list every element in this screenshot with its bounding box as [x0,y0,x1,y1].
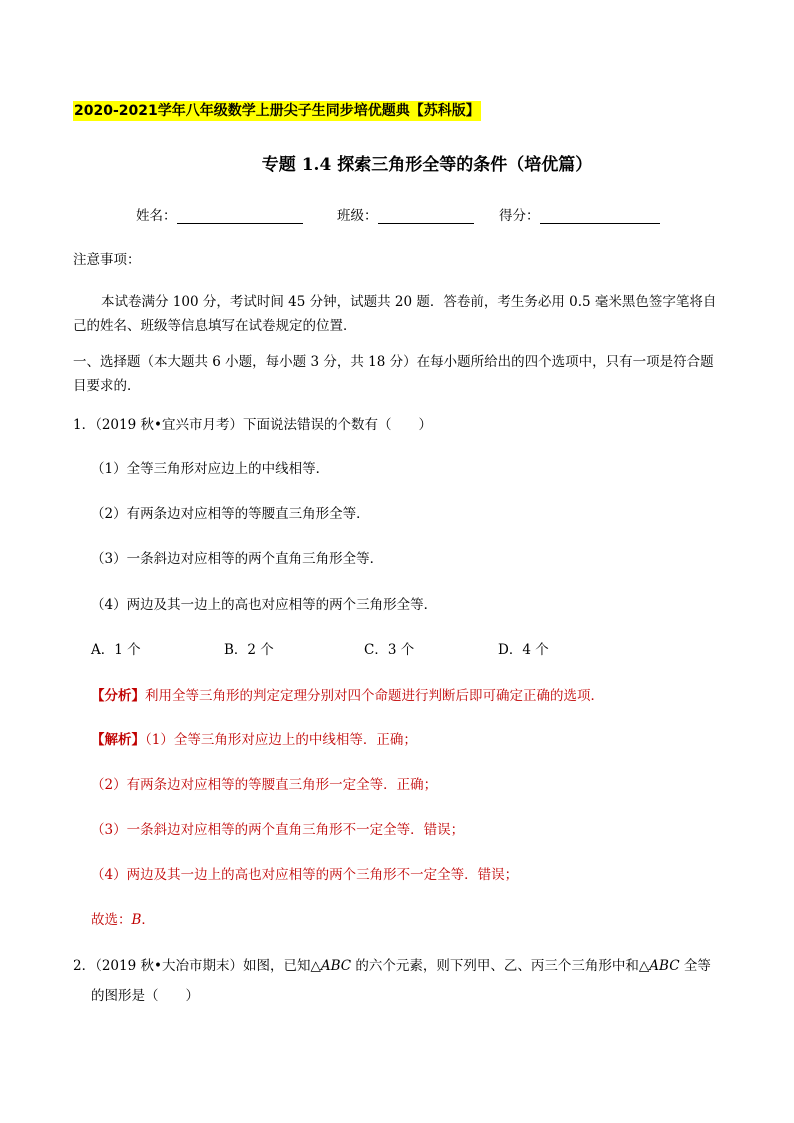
answer-line [91,908,155,928]
option-c[interactable]: C．3 个 [364,642,415,658]
score-field[interactable] [499,204,660,224]
q2-abc-2: ABC [649,958,680,974]
class-field[interactable] [337,204,474,224]
answer-prefix: 故选： [91,912,132,928]
solution-line-4: （4）两边及其一边上的高也对应相等的两个三角形不一定全等．错误； [91,867,519,883]
option-a[interactable]: A．1 个 [91,642,141,658]
class-label: 班级： [337,208,378,224]
option-b[interactable]: B．2 个 [224,642,274,658]
class-blank[interactable] [378,209,474,224]
solution-line-2: （2）有两条边对应相等的等腰直三角形一定全等．正确； [91,777,438,793]
statement-1: （1）全等三角形对应边上的中线相等． [91,461,330,477]
answer-letter: B [131,912,142,928]
analysis-text: 利用全等三角形的判定定理分别对四个命题进行判断后即可确定正确的选项． [145,688,604,704]
question-2-stem [73,954,711,974]
statement-4: （4）两边及其一边上的高也对应相等的两个三角形全等． [91,597,438,613]
score-blank[interactable] [540,209,660,224]
series-banner: 2020-2021学年八年级数学上册尖子生同步培优题典【苏科版】 [74,103,480,119]
q2-stem-b: 的六个元素，则下列甲、乙、丙三个三角形中和△ [351,958,650,974]
solution-tag: 【解析】 [91,732,145,748]
notice-line-1: 本试卷满分 100 分，考试时间 45 分钟，试题共 20 题．答卷前，考生务必用 0.5 毫米黑色签字笔将自 [101,294,717,310]
name-label: 姓名： [136,208,177,224]
notice-heading: 注意事项： [73,252,141,268]
analysis-tag: 【分析】 [91,688,145,704]
solution-text-1: （1）全等三角形对应边上的中线相等．正确； [145,732,417,748]
section-line-1: 一、选择题（本大题共 6 小题，每小题 3 分，共 18 分）在每小题所给出的四个选项中，只有一项是符合题 [73,354,714,370]
option-d[interactable]: D．4 个 [498,642,549,658]
q2-stem-a: 2．（2019 秋•大冶市期末）如图，已知△ [73,958,321,974]
q2-stem-c: 全等 [679,958,711,974]
notice-line-2: 己的姓名、班级等信息填写在试卷规定的位置． [73,318,357,334]
statement-2: （2）有两条边对应相等的等腰直三角形全等． [91,506,370,522]
solution-line-1 [91,728,417,748]
solution-line-3: （3）一条斜边对应相等的两个直角三角形不一定全等．错误； [91,822,465,838]
q2-abc-1: ABC [320,958,352,974]
statement-3: （3）一条斜边对应相等的两个直角三角形全等． [91,551,384,567]
analysis-line [91,684,604,704]
answer-suffix: ． [141,912,155,928]
page-title: 专题 1.4 探索三角形全等的条件（培优篇） [261,155,593,175]
section-line-2: 目要求的． [73,378,141,394]
score-label: 得分： [499,208,540,224]
name-field[interactable] [136,204,303,224]
question-1-stem: 1．（2019 秋•宜兴市月考）下面说法错误的个数有（ ） [73,417,432,433]
question-2-line-2: 的图形是（ ） [91,988,199,1004]
name-blank[interactable] [177,209,303,224]
